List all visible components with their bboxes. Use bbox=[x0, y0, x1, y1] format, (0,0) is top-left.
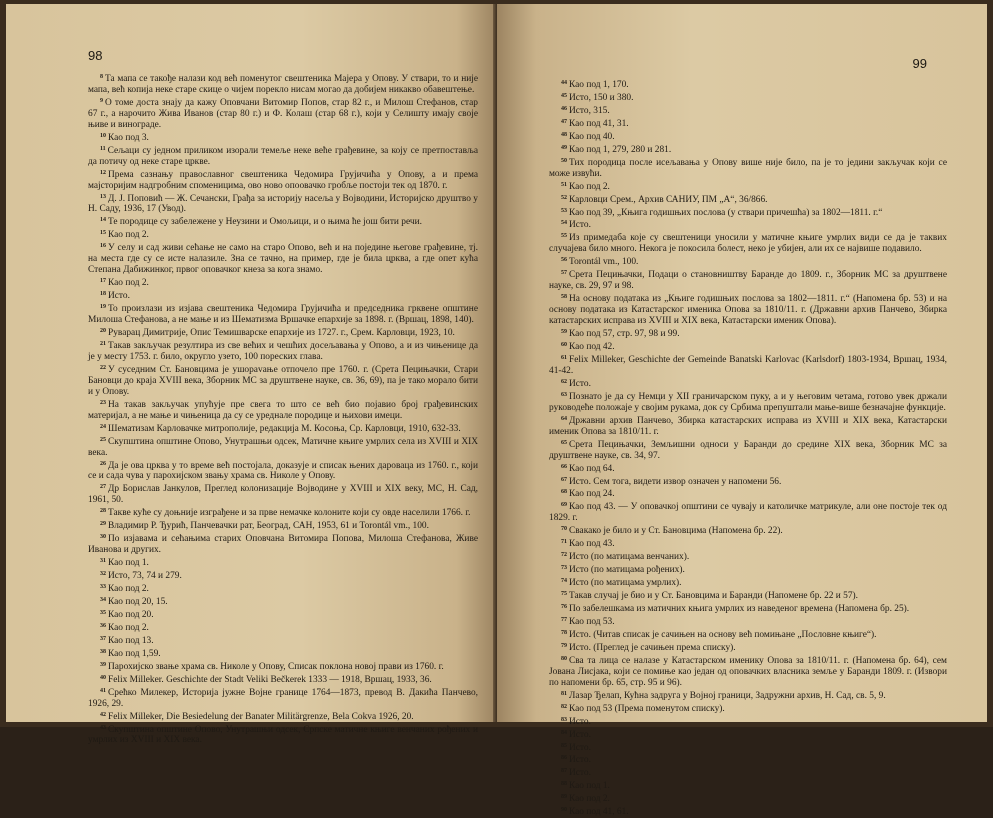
footnote bbox=[549, 641, 947, 654]
footnote bbox=[549, 805, 947, 818]
footnote bbox=[549, 117, 947, 130]
footnote bbox=[549, 589, 947, 602]
footnote-number: 35 bbox=[100, 609, 106, 616]
footnote-text: Владимир Р. Ђурић, Панчевачки рат, Београд, САН, 1953, 61 и Torontál vm., 100. bbox=[108, 521, 429, 532]
footnote-number: 45 bbox=[561, 92, 567, 99]
footnote-number: 59 bbox=[561, 329, 567, 336]
footnote-text: Исто. bbox=[569, 768, 591, 779]
footnote-text: Као под 20. bbox=[108, 609, 154, 620]
footnote-number: 55 bbox=[561, 233, 567, 240]
footnote bbox=[88, 302, 478, 326]
footnote-number: 56 bbox=[561, 257, 567, 264]
footnote-text: Шематизам Карловачке митрополије, редакција М. Косоња, Ср. Карловци, 1910, 632-33. bbox=[108, 423, 461, 434]
footnote-text: Као под 40. bbox=[569, 131, 615, 142]
footnote-number: 22 bbox=[100, 364, 106, 371]
footnote-number: 49 bbox=[561, 144, 567, 151]
footnote bbox=[549, 206, 947, 219]
footnote-number: 84 bbox=[561, 729, 567, 736]
footnote bbox=[549, 741, 947, 754]
footnote-text: Као под 2. bbox=[569, 181, 610, 192]
footnote bbox=[549, 130, 947, 143]
footnote bbox=[88, 710, 478, 723]
footnote-text: Као под 2. bbox=[108, 584, 149, 595]
footnote bbox=[88, 608, 478, 621]
footnote-number: 33 bbox=[100, 584, 106, 591]
footnote-text: По забелешкама из матичних књига умрлих из наведеног времена (Напомена бр. 25). bbox=[569, 604, 910, 615]
footnote bbox=[549, 292, 947, 327]
footnote-text: Као под 53 (Према поменутом списку). bbox=[569, 703, 725, 714]
footnote bbox=[549, 500, 947, 524]
footnote-number: 32 bbox=[100, 571, 106, 578]
footnote-text: Као под 2. bbox=[108, 230, 149, 241]
footnote bbox=[549, 353, 947, 377]
footnote bbox=[549, 462, 947, 475]
footnote-number: 69 bbox=[561, 502, 567, 509]
footnote bbox=[549, 218, 947, 231]
footnote-text: Као под 1,59. bbox=[108, 648, 161, 659]
footnote-text: Као под 1. bbox=[569, 781, 610, 792]
footnote-text: Сељаци су једном приликом изорали темеље неке веће грађевине, за коју се претпоставља да потичу од неке старе цркве. bbox=[88, 145, 478, 167]
footnote-number: 68 bbox=[561, 489, 567, 496]
footnote-number: 47 bbox=[561, 118, 567, 125]
footnote bbox=[88, 289, 478, 302]
footnote-number: 34 bbox=[100, 596, 106, 603]
footnote bbox=[549, 143, 947, 156]
footnote-number: 43 bbox=[100, 724, 106, 731]
footnote bbox=[549, 563, 947, 576]
footnote-number: 46 bbox=[561, 105, 567, 112]
footnote bbox=[549, 602, 947, 615]
footnote bbox=[88, 556, 478, 569]
footnote-number: 83 bbox=[561, 716, 567, 723]
footnote bbox=[549, 438, 947, 462]
footnote-number: 39 bbox=[100, 661, 106, 668]
footnote bbox=[549, 475, 947, 488]
footnote-number: 17 bbox=[100, 278, 106, 285]
footnote-number: 77 bbox=[561, 616, 567, 623]
footnote-text: Такве куће су доњније изграђене и за прве немачке колоните који су овде населили 1766. г. bbox=[108, 508, 471, 519]
footnote-number: 30 bbox=[100, 534, 106, 541]
footnote-text: Познато је да су Немци у XII граничарском пуку, а и у његовим четама, готово увек држали руководеће положаје у својим рукама, док су Србима препуштали мање-више безначајне функције. bbox=[549, 391, 947, 413]
footnote-number: 78 bbox=[561, 629, 567, 636]
footnote bbox=[549, 104, 947, 117]
footnote-text: Исто, 150 и 380. bbox=[569, 92, 634, 103]
footnote-number: 74 bbox=[561, 578, 567, 585]
footnote-number: 44 bbox=[561, 80, 567, 86]
footnote-text: Као под 42. bbox=[569, 342, 615, 353]
footnote bbox=[549, 156, 947, 180]
footnote-text: Felix Milleker, Geschichte der Gemeinde Banatski Karlovac (Karlsdorf) 1803-1934, Вршац, 1934, 41-42. bbox=[549, 354, 947, 376]
footnote bbox=[88, 72, 478, 96]
footnote-number: 14 bbox=[100, 217, 106, 224]
footnote bbox=[549, 753, 947, 766]
footnote-text: Срета Пецињачки, Земљишни односи у Баранди до средине XIX века, Зборник МС за друштвене науке, св. 34, 97. bbox=[549, 439, 947, 461]
footnote-number: 81 bbox=[561, 690, 567, 697]
footnote bbox=[88, 339, 478, 363]
footnote bbox=[88, 228, 478, 241]
footnote-text: По изјавама и сећањима старих Оповчана Витомира Попова, Милоша Стефанова, Живе Иванова и других. bbox=[88, 534, 478, 556]
footnote bbox=[549, 193, 947, 206]
footnote-text: Као под 43. — У оповачкој општини се чувају и католичке матрикуле, али оне постоје тек од 1829. г. bbox=[549, 502, 947, 524]
footnote bbox=[88, 215, 478, 228]
footnote bbox=[549, 524, 947, 537]
footnote-text: Као под 1, 170. bbox=[569, 80, 629, 90]
footnote-text: Руварац Димитрије, Опис Темишварске епархије из 1727. г., Срем. Карловци, 1923, 10. bbox=[108, 328, 455, 339]
footnote-text: Исто. bbox=[569, 729, 591, 740]
footnote-number: 60 bbox=[561, 342, 567, 349]
footnote-text: Да је ова црква у то време већ постојала, доказује и списак њених дароваца из 1760. г., који се и сада чува у парохијском звању храма св. Николе у Опову. bbox=[88, 460, 478, 482]
footnote bbox=[88, 647, 478, 660]
footnote-text: Д. Ј. Поповић — Ж. Сечански, Грађа за историју насеља у Војводини, Историјско друштво у Н. Саду, 1936, 17 (Увод). bbox=[88, 193, 478, 215]
footnote-number: 27 bbox=[100, 484, 106, 491]
footnote-number: 37 bbox=[100, 635, 106, 642]
footnote-text: Исто. bbox=[569, 742, 591, 753]
footnote bbox=[88, 582, 478, 595]
footnote-text: Исто, 73, 74 и 279. bbox=[108, 571, 182, 582]
footnote bbox=[88, 131, 478, 144]
footnote bbox=[88, 673, 478, 686]
footnote bbox=[88, 621, 478, 634]
footnote bbox=[549, 91, 947, 104]
footnote bbox=[88, 192, 478, 216]
footnote bbox=[88, 96, 478, 131]
footnote-text: Те породице су забележене у Неузини и Омољици, и о њима ће још бити речи. bbox=[108, 217, 422, 228]
footnote-number: 79 bbox=[561, 642, 567, 649]
footnote-number: 51 bbox=[561, 181, 567, 188]
footnote-text: Као под 41, 31. bbox=[569, 118, 629, 129]
footnote-text: Исто (по матицама венчаних). bbox=[569, 552, 690, 563]
footnote bbox=[549, 779, 947, 792]
footnote-text: Као под 64. bbox=[569, 463, 615, 474]
footnote-text: Исто (по матицама умрлих). bbox=[569, 578, 682, 589]
footnote-text: Срета Пецињачки, Подаци о становништву Баранде до 1809. г., Зборник МС за друштвене науке, св. 29, 97 и 98. bbox=[549, 270, 947, 292]
footnote-number: 9 bbox=[100, 97, 103, 104]
footnote bbox=[88, 326, 478, 339]
footnote bbox=[549, 792, 947, 805]
footnote-text: На основу података из „Књиге годишњих послова за 1802—1811. г.“ (Напомена бр. 53) и на основу података из Катастарског именика Опова за 1810/11. г. (Државни архив Панчево, Збирка катастарских исправа из XVIII и XIX века, Катастарски именик Опова). bbox=[549, 294, 947, 327]
footnote bbox=[549, 689, 947, 702]
footnote-number: 62 bbox=[561, 378, 567, 385]
footnote bbox=[88, 506, 478, 519]
footnote-text: Парохијско звање храма св. Николе у Опову, Списак поклона новој прави из 1760. г. bbox=[108, 661, 444, 672]
footnote-text: Карловци Срем., Архив САНИУ, ПМ „А“, 36/866. bbox=[569, 194, 768, 205]
footnote-number: 40 bbox=[100, 674, 106, 681]
footnote bbox=[88, 723, 478, 747]
footnote-text: Срећко Милекер, Историја јужне Војне границе 1764—1873, превод В. Дакића Панчево, 1926, 29. bbox=[88, 687, 478, 709]
page-number-left: 98 bbox=[88, 48, 103, 63]
footnote-number: 12 bbox=[100, 169, 106, 176]
footnote-text: У суседним Ст. Бановцима је ушорavање отпочело пре 1760. г. (Срета Пецињачки, Стари Бановци до краја XVIII века, Зборник МС за друштвене науке, св. 36, 69), па је тако морало бити и у Опову. bbox=[88, 364, 478, 397]
footnote bbox=[549, 340, 947, 353]
footnote-text: Свакако је било и у Ст. Бановцима (Напомена бр. 22). bbox=[569, 526, 783, 537]
left-page bbox=[6, 4, 496, 746]
footnote-number: 57 bbox=[561, 270, 567, 277]
footnote-number: 50 bbox=[561, 157, 567, 164]
footnote-number: 13 bbox=[100, 193, 106, 200]
footnote bbox=[88, 634, 478, 647]
footnote bbox=[549, 702, 947, 715]
footnote bbox=[88, 532, 478, 556]
footnote-number: 85 bbox=[561, 742, 567, 749]
footnote-number: 66 bbox=[561, 463, 567, 470]
footnote-number: 87 bbox=[561, 768, 567, 775]
footnote-text: Као под 43. bbox=[569, 539, 615, 550]
footnote bbox=[88, 686, 478, 710]
footnote-number: 31 bbox=[100, 558, 106, 565]
footnote-text: О томе доста знају да кажу Оповчани Витомир Попов, стар 82 г., и Милош Стефанов, стар 67 г., а нарочито Жива Иванов (стар 80 г.) и Ф. Колаш (стар 68 г.), који у Селишту имају своје њиве и винограде. bbox=[88, 97, 478, 130]
footnote-text: Др Борислав Јанкулов, Преглед колонизације Војводине у XVIII и XIX веку, МС, Н. Сад, 1961, 50. bbox=[88, 484, 478, 506]
footnote bbox=[549, 180, 947, 193]
footnote bbox=[549, 537, 947, 550]
footnote-number: 82 bbox=[561, 703, 567, 710]
footnote-number: 26 bbox=[100, 460, 106, 467]
footnote-number: 70 bbox=[561, 526, 567, 533]
footnote-text: Тих породица после исељавања у Опову више није било, па је то једини закључак који се може извући. bbox=[549, 157, 947, 179]
footnote-number: 16 bbox=[100, 243, 106, 250]
footnote bbox=[549, 78, 947, 91]
footnote bbox=[549, 327, 947, 340]
footnote bbox=[549, 231, 947, 255]
footnote-number: 72 bbox=[561, 552, 567, 559]
footnote-number: 38 bbox=[100, 648, 106, 655]
footnote-text: Исто (по матицама рођених). bbox=[569, 565, 685, 576]
footnote bbox=[549, 615, 947, 628]
footnote-number: 58 bbox=[561, 294, 567, 301]
footnote-number: 28 bbox=[100, 508, 106, 515]
footnote bbox=[88, 435, 478, 459]
footnote bbox=[549, 390, 947, 414]
footnote-text: Као под 20, 15. bbox=[108, 596, 168, 607]
footnote-text: Из примедаба које су свештеници уносили у матичне књиге умрлих види се да је таквих случајева било много. Некога је покосила болест, неко је убијен, али их се највише подавило. bbox=[549, 233, 947, 255]
footnote-text: То произлази из изјава свештеника Чедомира Грујичића и председника грквене општине Милоша Стефанова, а не мање и из Шематизма Вршачке епархије за 1898. г. (Вршац, 1898, 140). bbox=[88, 304, 478, 326]
footnote bbox=[88, 422, 478, 435]
footnote-number: 63 bbox=[561, 391, 567, 398]
footnote-number: 42 bbox=[100, 711, 106, 718]
footnote bbox=[88, 144, 478, 168]
footnote-number: 15 bbox=[100, 230, 106, 237]
footnote-text: Исто. Сем тога, видети извор означен у напомени 56. bbox=[569, 476, 782, 487]
footnote-text: На такав закључак упућује пре свега то што се већ био појавио број грађевинских материјал, а не мање и чињеница да су се уреднале породице и њихови имеци. bbox=[88, 399, 478, 421]
footnote-text: Као под 3. bbox=[108, 132, 149, 143]
footnote-text: Исто. bbox=[569, 755, 591, 766]
footnote-number: 76 bbox=[561, 604, 567, 611]
footnote-text: Felix Milleker, Die Besiedelung der Banater Militärgrenze, Bela Cokva 1926, 20. bbox=[108, 711, 414, 722]
footnote-text: Лазар Ђелап, Кућна задруга у Војној граници, Задружни архив, Н. Сад, св. 5, 9. bbox=[569, 690, 886, 701]
footnote-text: Као под 41, 61. bbox=[569, 807, 629, 818]
footnote bbox=[88, 168, 478, 192]
footnote-text: Као под 1. bbox=[108, 558, 149, 569]
footnote-text: Исто. (Преглед је сачињен према списку). bbox=[569, 642, 736, 653]
footnote-text: Према сазнању православног свештеника Чедомира Грујичића у Опову, а и према мајсторијим надгробним споменицима, ово ново опоовачко гробље постоји тек од 1870. г. bbox=[88, 169, 478, 191]
footnote-text: Као под 24. bbox=[569, 489, 615, 500]
footnote-number: 65 bbox=[561, 439, 567, 446]
footnote bbox=[549, 414, 947, 438]
footnote-number: 52 bbox=[561, 194, 567, 201]
footnote-number: 73 bbox=[561, 565, 567, 572]
page-number-right: 99 bbox=[912, 56, 927, 71]
footnote-number: 11 bbox=[100, 145, 106, 152]
footnote-text: Као под 2. bbox=[569, 794, 610, 805]
footnote bbox=[549, 766, 947, 779]
footnote bbox=[549, 728, 947, 741]
footnote-text: Исто. bbox=[569, 220, 591, 231]
footnote-number: 54 bbox=[561, 220, 567, 227]
footnote-number: 48 bbox=[561, 131, 567, 138]
footnote bbox=[549, 550, 947, 563]
footnote-number: 89 bbox=[561, 794, 567, 801]
footnote bbox=[549, 255, 947, 268]
footnote-text: У селу и сад живи сећање не само на старо Опово, већ и на поједине његове грађевине, тј. на места где су се исте налазиле. Зна се тачно, на пример, где је била црква, а где опет кућа Степана Дабижинког, првог оповачког кнеза за кога знамо. bbox=[88, 243, 478, 276]
footnote-text: Државни архив Панчево, Збирка катастарских исправа из XVIII и XIX века, Катастарски именик Опова за 1810/11. г. bbox=[549, 415, 947, 437]
footnote-text: Као под 13. bbox=[108, 635, 154, 646]
footnote-number: 61 bbox=[561, 354, 567, 361]
footnote-number: 53 bbox=[561, 207, 567, 214]
footnote-number: 41 bbox=[100, 687, 106, 694]
footnote-number: 67 bbox=[561, 476, 567, 483]
footnote-text: Исто. (Читав списак је сачињен на основу већ помињане „Пословне књиге“). bbox=[569, 629, 877, 640]
footnote-number: 20 bbox=[100, 328, 106, 335]
footnote bbox=[88, 569, 478, 582]
footnote-text: Исто. bbox=[108, 291, 130, 302]
footnote-number: 71 bbox=[561, 539, 567, 546]
footnote bbox=[549, 377, 947, 390]
footnote-number: 36 bbox=[100, 622, 106, 629]
footnote bbox=[549, 715, 947, 728]
footnote-number: 75 bbox=[561, 591, 567, 598]
footnote-number: 64 bbox=[561, 415, 567, 422]
footnote bbox=[88, 363, 478, 398]
footnote-text: Исто, 315. bbox=[569, 105, 610, 116]
footnote-number: 8 bbox=[100, 74, 103, 80]
footnote bbox=[549, 576, 947, 589]
footnote-text: Torontál vm., 100. bbox=[569, 257, 639, 268]
footnote-text: Као под 39, „Књига годишњих послова (у ствари причешћа) за 1802—1811. г.“ bbox=[569, 207, 883, 218]
footnote-number: 86 bbox=[561, 755, 567, 762]
footnote-text: Скупштина општине Опово, Унутрашњи одсек, Српске матичне књиге венчаних рођених и умрлих из XVIII и XIX века. bbox=[88, 724, 478, 746]
footnote bbox=[88, 459, 478, 483]
footnote-number: 21 bbox=[100, 340, 106, 347]
footnote-text: Као под 57, стр. 97, 98 и 99. bbox=[569, 329, 680, 340]
footnote bbox=[88, 519, 478, 532]
footnotes-right bbox=[549, 78, 947, 818]
right-page bbox=[497, 4, 987, 818]
footnote bbox=[88, 660, 478, 673]
footnote bbox=[549, 654, 947, 689]
footnote bbox=[88, 398, 478, 422]
footnote bbox=[88, 241, 478, 276]
footnote-text: Такав закључак резултира из све већих и чешћих досељавања у Опово, а и из чињенице да је у месту 1753. г. било, округло узето, 100 пореских глава. bbox=[88, 340, 478, 362]
footnote-number: 24 bbox=[100, 423, 106, 430]
footnote-number: 18 bbox=[100, 291, 106, 298]
footnote-text: Felix Milleker. Geschichte der Stadt Veliki Bečkerek 1333 — 1918, Вршац, 1933, 36. bbox=[108, 674, 432, 685]
footnote-number: 88 bbox=[561, 781, 567, 788]
footnote-text: Скупштина општине Опово, Унутрашњи одсек, Матичне књиге умрлих села из XVIII и XIX века. bbox=[88, 436, 478, 458]
footnote-number: 19 bbox=[100, 304, 106, 311]
footnote-text: Као под 1, 279, 280 и 281. bbox=[569, 144, 672, 155]
footnotes-left bbox=[88, 72, 478, 746]
footnote-text: Такав случај је био и у Ст. Бановцима и Баранди (Напомене бр. 22 и 57). bbox=[569, 591, 858, 602]
footnote-number: 90 bbox=[561, 807, 567, 814]
footnote bbox=[549, 628, 947, 641]
footnote-text: Као под 53. bbox=[569, 616, 615, 627]
footnote bbox=[549, 268, 947, 292]
footnote bbox=[549, 487, 947, 500]
footnote-number: 29 bbox=[100, 521, 106, 528]
footnote bbox=[88, 482, 478, 506]
footnote-text: Исто. bbox=[569, 716, 591, 727]
footnote-number: 25 bbox=[100, 436, 106, 443]
footnote bbox=[88, 276, 478, 289]
footnote-text: Као под 2. bbox=[108, 622, 149, 633]
footnote-text: Та мапа се такође налази код већ поменутог свештеника Мајера у Опову. У ствари, то и није мапа, већ копија неке старе скице о чијем порекло нисам могао да добијем никакво обавештење. bbox=[88, 74, 478, 95]
footnote-text: Сва та лица се налазе у Катастарском именику Опова за 1810/11. г. (Напомена бр. 64), сем Јована Лисјака, који се помиње као један од оповачких власника земље у Баранди 1809. г. (Извори по напомени бр. 65, стр. 95 и 96). bbox=[549, 655, 947, 688]
footnote-text: Као под 2. bbox=[108, 278, 149, 289]
footnote-number: 80 bbox=[561, 655, 567, 662]
footnote-number: 23 bbox=[100, 399, 106, 406]
footnote bbox=[88, 595, 478, 608]
footnote-text: Исто. bbox=[569, 378, 591, 389]
footnote-number: 10 bbox=[100, 132, 106, 139]
